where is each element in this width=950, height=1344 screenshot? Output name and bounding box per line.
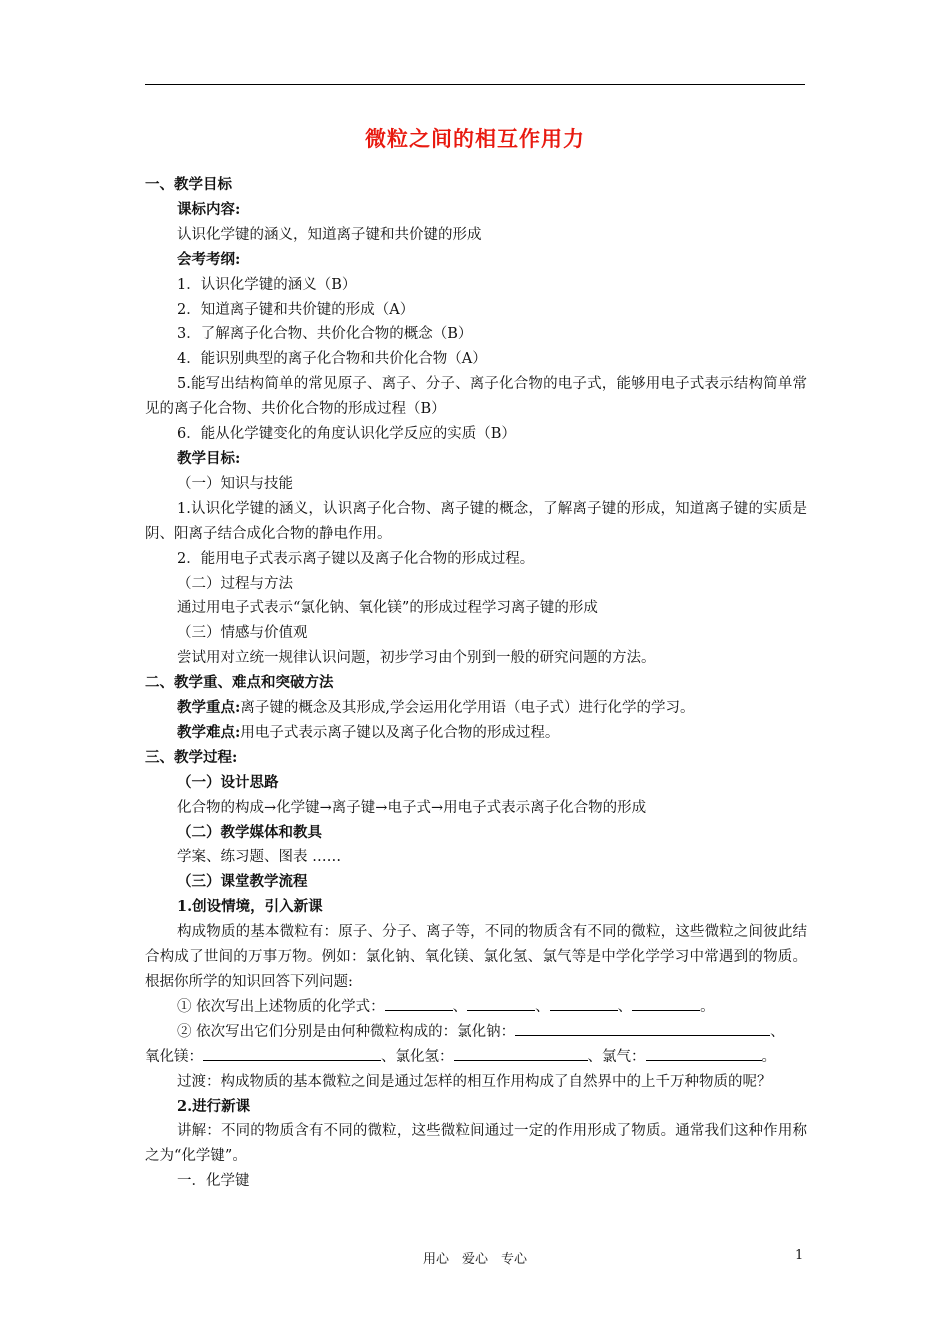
step-2-text: 讲解：不同的物质含有不同的微粒，这些微粒间通过一定的作用形成了物质。通常我们这种作用称之为“化学键”。 — [145, 1123, 807, 1165]
media-text: 学案、练习题、图表 …… — [177, 849, 342, 866]
answer-blank[interactable] — [515, 1021, 770, 1036]
answer-blank[interactable] — [646, 1046, 762, 1061]
hk-item: 3．了解离子化合物、共价化合物的概念（B） — [177, 326, 473, 343]
separator: 、 — [452, 998, 468, 1015]
hk-item: 6．能从化学键变化的角度认识化学反应的实质（B） — [177, 426, 516, 443]
section-3-heading: 三、教学过程: — [145, 748, 238, 766]
document-body — [145, 173, 807, 1194]
design-label: （一）设计思路 — [177, 773, 279, 791]
question-2-text: ② 依次写出它们分别是由何种微粒构成的：氯化钠： — [177, 1023, 516, 1040]
footer-slogan: 用心 爱心 专心 — [422, 1252, 527, 1267]
subsection-chemical-bond: 一．化学键 — [177, 1173, 250, 1190]
goal-2-label: （二）过程与方法 — [177, 575, 293, 592]
answer-blank[interactable] — [385, 996, 453, 1011]
flow-label: （三）课堂教学流程 — [177, 873, 308, 891]
kb-text: 认识化学键的涵义，知道离子键和共价键的形成 — [177, 226, 482, 243]
goal-1-item: 2．能用电子式表示离子键以及离子化合物的形成过程。 — [177, 550, 535, 567]
step-2-label: 2.进行新课 — [177, 1097, 251, 1115]
section-2-heading: 二、教学重、难点和突破方法 — [145, 674, 334, 692]
section-1-heading: 一、教学目标 — [145, 176, 232, 193]
hk-item: 4．能识别典型的离子化合物和共价化合物（A） — [177, 351, 487, 368]
difficult-point-label: 教学难点: — [177, 723, 241, 741]
question-1 — [145, 995, 807, 1020]
goal-1-label: （一）知识与技能 — [177, 475, 293, 492]
document-title: 微粒之间的相互作用力 — [365, 126, 585, 151]
key-point — [145, 696, 807, 721]
header-rule — [145, 84, 805, 85]
period: 。 — [761, 1048, 776, 1065]
kb-label: 课标内容: — [177, 200, 241, 218]
answer-blank[interactable] — [203, 1046, 381, 1061]
goal-1-item: 1.认识化学键的涵义，认识离子化合物、离子键的概念，了解离子键的形成，知道离子键的实质是阴、阳离子结合成化合物的静电作用。 — [145, 500, 807, 542]
step-1-text: 构成物质的基本微粒有：原子、分子、离子等，不同的物质含有不同的微粒，这些微粒之间彼此结合构成了世间的万事万物。例如：氯化钠、氧化镁、氯化氢、氯气等是中学化学学习中常遇到的物质。根据你所学的知识回答下列问题: — [145, 924, 807, 990]
hk-item: 1．认识化学键的涵义（B） — [177, 276, 357, 293]
cl2-label: 、氯气： — [587, 1048, 646, 1065]
goal-3-label: （三）情感与价值观 — [177, 625, 308, 642]
question-2-cont — [145, 1045, 807, 1070]
design-text: 化合物的构成→化学键→离子键→电子式→用电子式表示离子化合物的形成 — [177, 799, 647, 816]
question-2 — [145, 1020, 807, 1045]
media-label: （二）教学媒体和教具 — [177, 823, 322, 841]
hcl-label: 、氯化氢： — [381, 1048, 454, 1065]
separator: 、 — [535, 998, 550, 1015]
separator: 、 — [770, 1023, 785, 1040]
hk-label: 会考考纲: — [177, 250, 241, 268]
goal-2-text: 通过用电子式表示“氯化钠、氧化镁”的形成过程学习离子键的形成 — [177, 600, 598, 617]
page-number: 1 — [795, 1248, 804, 1263]
transition-text: 过渡：构成物质的基本微粒之间是通过怎样的相互作用构成了自然界中的上千万种物质的呢？ — [177, 1073, 772, 1090]
goal-3-text: 尝试用对立统一规律认识问题，初步学习由个别到一般的研究问题的方法。 — [177, 650, 656, 667]
hk-item: 2．知道离子键和共价键的形成（A） — [177, 301, 415, 318]
separator: 、 — [617, 998, 633, 1015]
goal-label: 教学目标: — [177, 449, 241, 467]
question-1-text: ① 依次写出上述物质的化学式： — [177, 998, 385, 1015]
mgo-label: 氧化镁： — [145, 1048, 203, 1065]
period: 。 — [700, 998, 715, 1015]
answer-blank[interactable] — [632, 996, 700, 1011]
difficult-point — [145, 721, 807, 746]
difficult-point-text: 用电子式表示离子键以及离子化合物的形成过程。 — [240, 724, 560, 741]
hk-item: 5.能写出结构简单的常见原子、离子、分子、离子化合物的电子式，能够用电子式表示结构简单常见的离子化合物、共价化合物的形成过程（B） — [145, 376, 807, 418]
key-point-label: 教学重点: — [177, 699, 241, 717]
step-1-label: 1.创设情境，引入新课 — [177, 898, 323, 916]
answer-blank[interactable] — [467, 996, 535, 1011]
key-point-text: 离子键的概念及其形成,学会运用化学用语（电子式）进行化学的学习。 — [240, 700, 695, 717]
answer-blank[interactable] — [454, 1046, 588, 1061]
answer-blank[interactable] — [550, 996, 618, 1011]
